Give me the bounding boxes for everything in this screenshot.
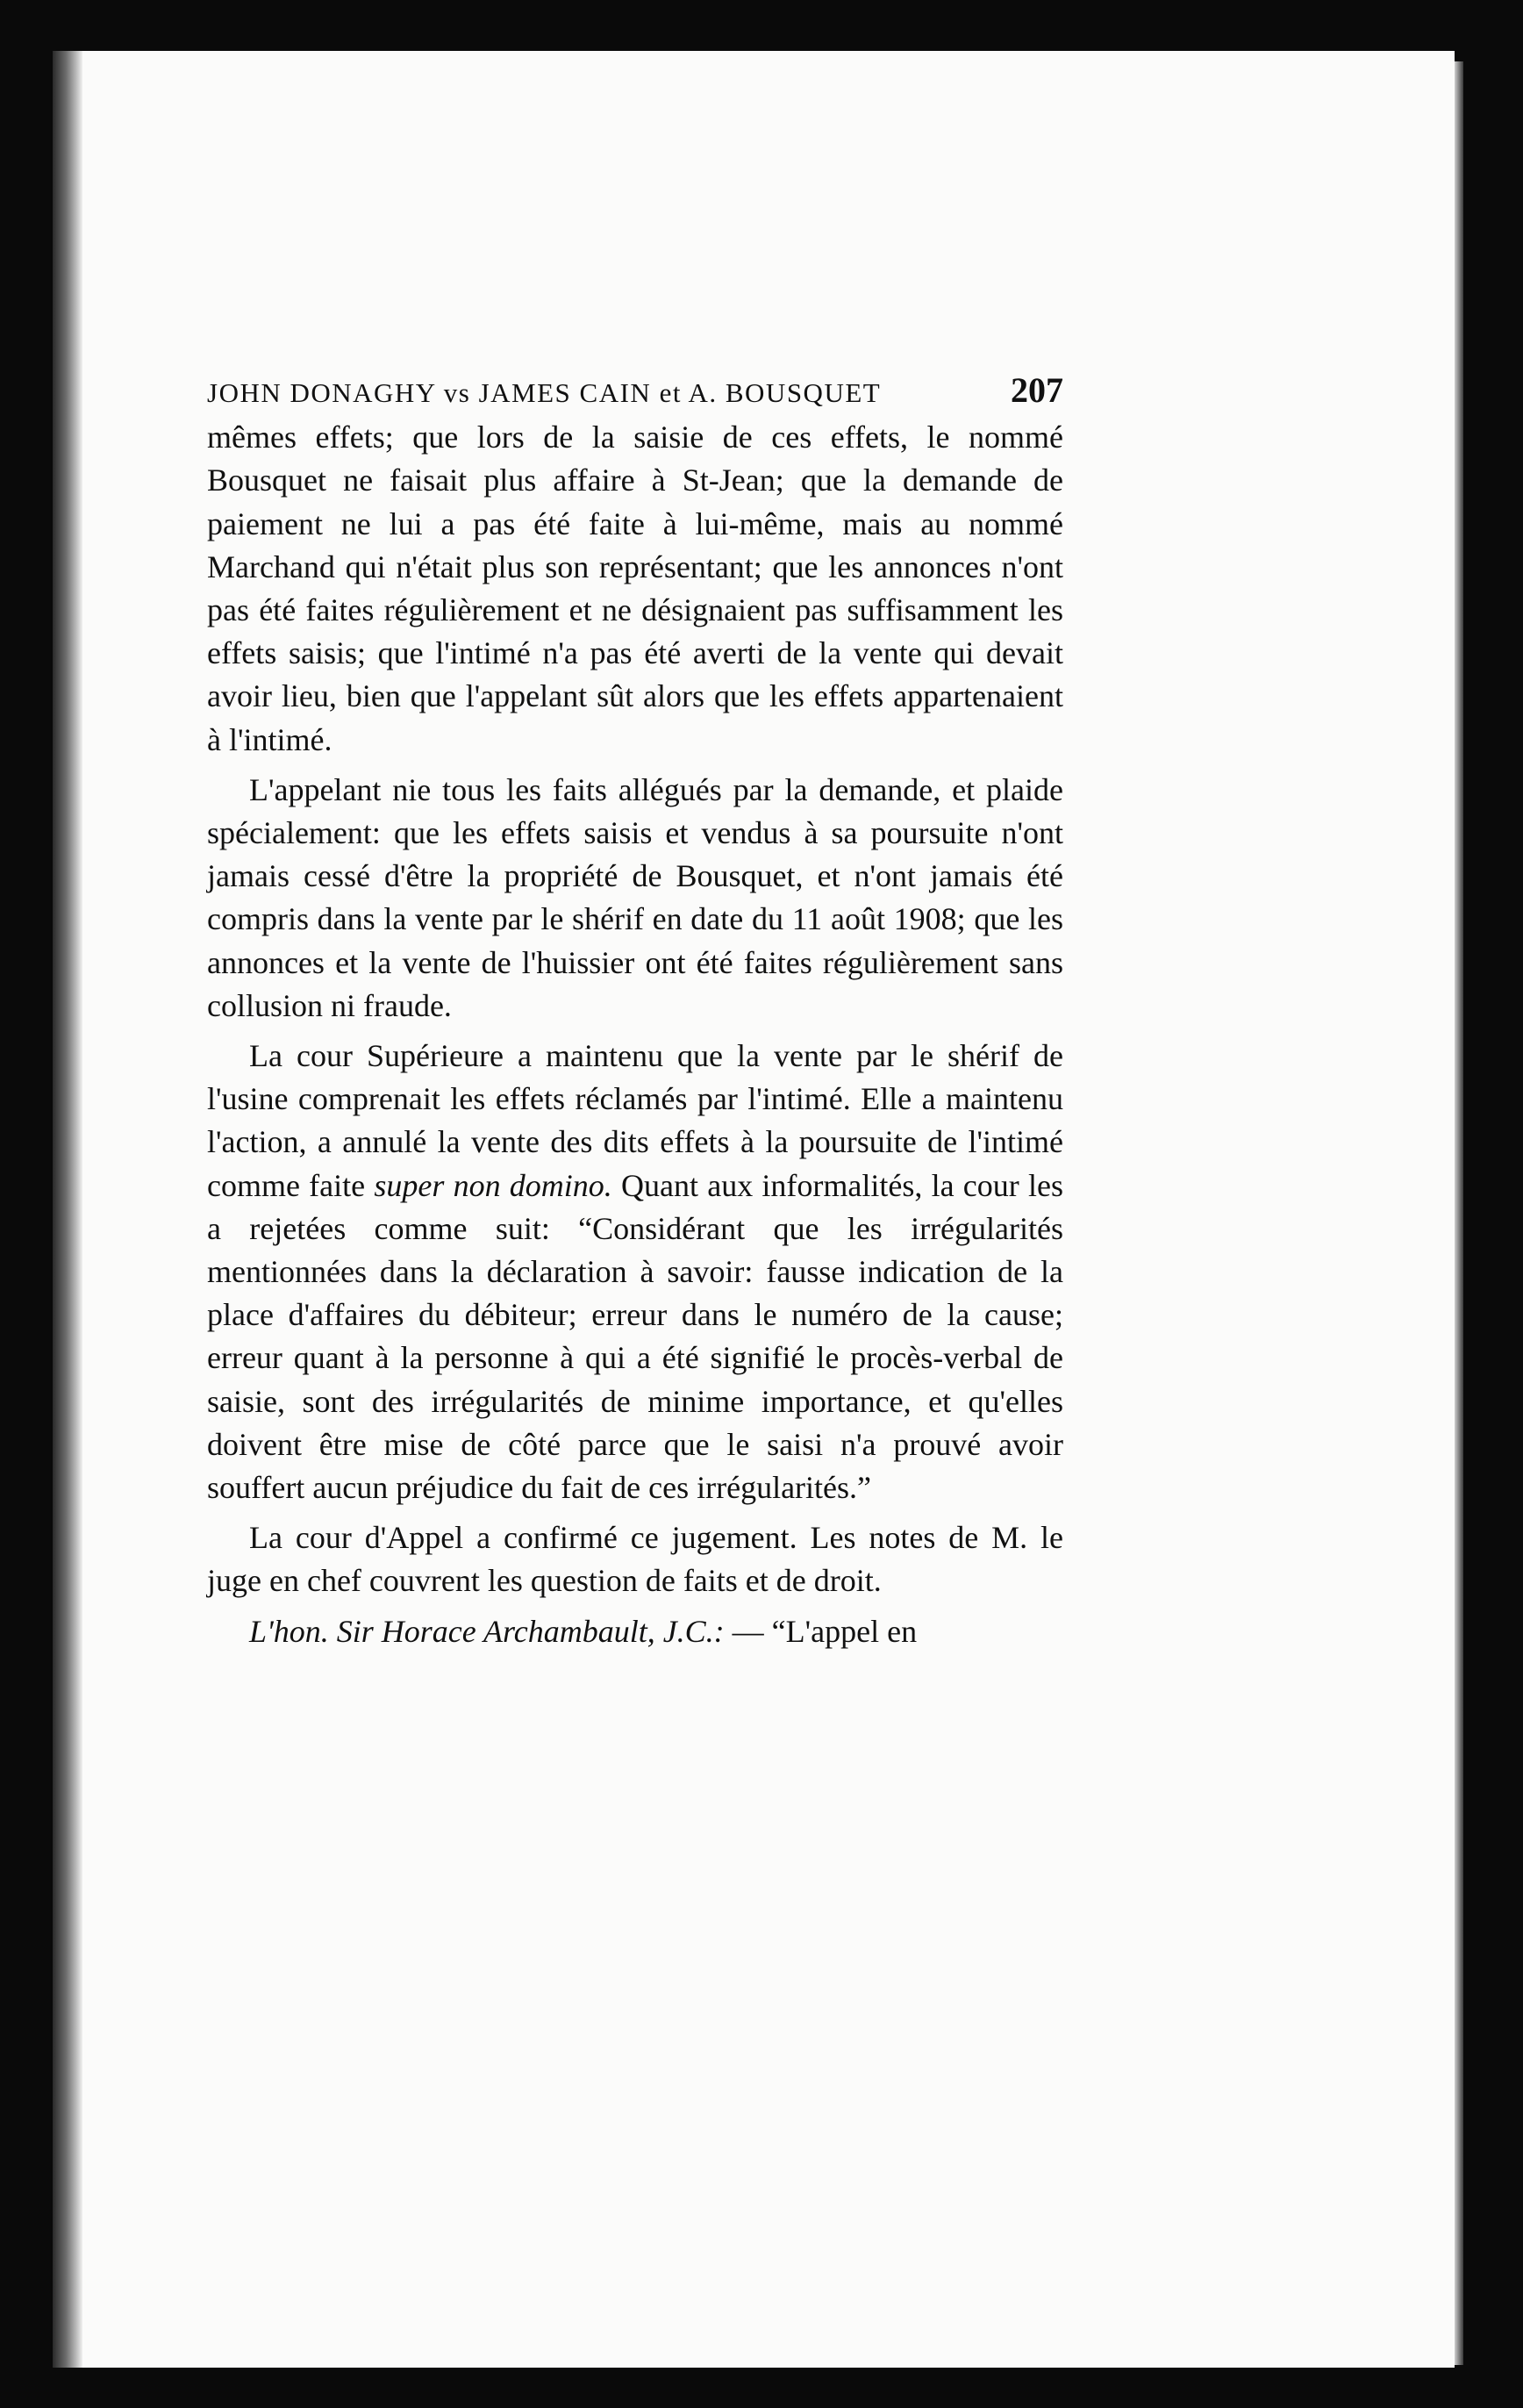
paragraph-3-text-a: La cour Supérieure a maintenu que la vente par le shérif de l'usine comprenait les effets réclamés par l'intimé. Elle a maintenu l'action, a annulé la vente des dits effets à la poursuite de l'intimé comme faite (207, 1038, 1063, 1203)
page-text (207, 369, 1063, 1660)
paragraph-3 (207, 1035, 1063, 1509)
page-binding-shadow (53, 51, 82, 2368)
latin-phrase: super non domino. (374, 1167, 612, 1203)
judge-attribution: L'hon. Sir Horace Archambault, J.C.: (249, 1613, 725, 1649)
judgment-opening: — “L'appel en (724, 1613, 918, 1649)
running-head-title: JOHN DONAGHY vs JAMES CAIN et A. BOUSQUET (207, 377, 882, 408)
paragraph-5 (207, 1610, 1063, 1653)
paragraph-1: mêmes effets; que lors de la saisie de ces effets, le nommé Bousquet ne faisait plus affaire à St-Jean; que la demande de paiement ne lui a pas été faite à lui-même, mais au nommé Marchand qui n'était plus son représentant; que les annonces n'ont pas été faites régulièrement et ne désignaient pas suffisamment les effets saisis; que l'intimé n'a pas été averti de la vente qui devait avoir lieu, bien que l'appelant sût alors que les effets appartenaient à l'intimé. (207, 419, 1063, 757)
paragraph-4: La cour d'Appel a confirmé ce jugement. Les notes de M. le juge en chef couvrent les question de faits et de droit. (207, 1520, 1063, 1599)
paragraph-3-text-b: Quant aux informalités, la cour les a rejetées comme suit: “Considérant que les irrégularités mentionnées dans la déclaration à savoir: fausse indication de la place d'affaires du débiteur; erreur dans le numéro de la cause; erreur quant à la personne à qui a été signifié le procès-verbal de saisie, sont des irrégularités de minime importance, et qu'elles doivent être mise de côté parce que le saisi n'a prouvé avoir souffert aucun préjudice du fait de ces irrégularités.” (207, 1167, 1063, 1506)
page-edge (1455, 61, 1463, 2365)
running-head (207, 369, 1063, 414)
paragraph-2: L'appelant nie tous les faits allégués par la demande, et plaide spécialement: que les effets saisis et vendus à sa poursuite n'ont jamais cessé d'être la propriété de Bousquet, et n'ont jamais été compris dans la vente par le shérif en date du 11 août 1908; que les annonces et la vente de l'huissier ont été faites régulièrement sans collusion ni fraude. (207, 771, 1063, 1023)
page-number: 207 (1011, 370, 1063, 410)
